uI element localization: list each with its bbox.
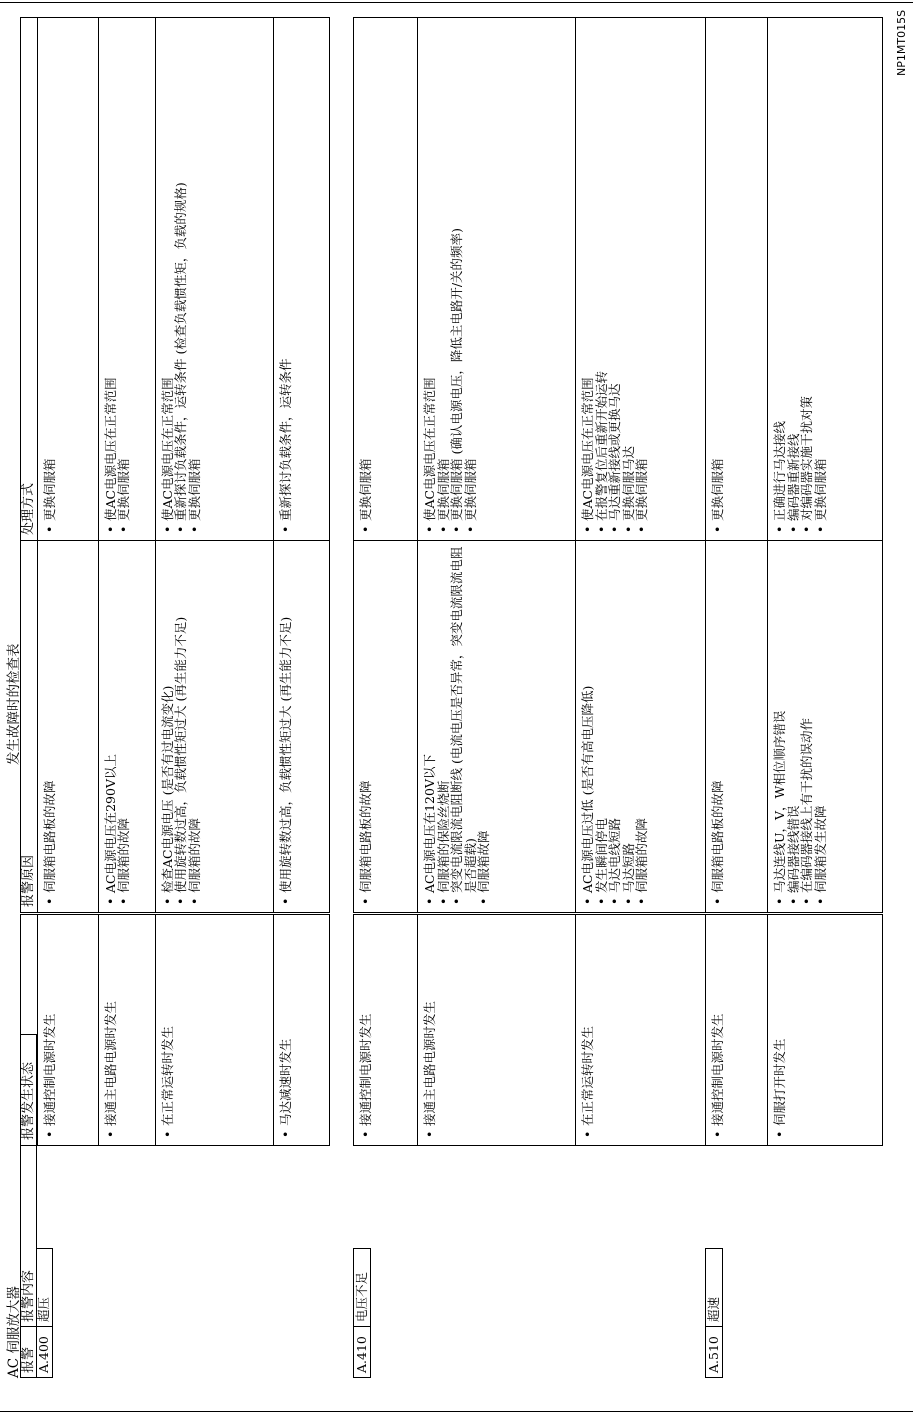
action-item: • 使AC电源电压在正常范围 [161, 23, 175, 535]
cause-item: • 检查AC电源电压 (是否有过电流变化) [161, 546, 175, 907]
table-header-row [21, 18, 38, 1146]
state-item: • 接通控制电源时发生 [359, 920, 373, 1140]
header-content: 报警内容 [21, 1269, 36, 1322]
cause-item: • 马达短路 [622, 546, 636, 907]
cause-item: • 伺服箱发生故障 [814, 546, 828, 907]
cause-item: • 马达连线U，V，W相位顺序错误 [773, 546, 787, 907]
cause-item: • 伺服箱电路板的故障 [711, 546, 725, 907]
state-item: • 马达减速时发生 [279, 920, 293, 1140]
action-item: • 更换伺服箱 [188, 23, 202, 535]
state-item: • 在正常运转时发生 [581, 920, 595, 1140]
header-alarm: 报警 [21, 1326, 36, 1377]
alarm-label-a410 [353, 1248, 371, 1378]
action-item: • 使AC电源电压在正常范围 [423, 23, 437, 535]
cause-item: • AC电源电压在290V以上 [104, 546, 118, 907]
header-cause: 报警原因 [21, 541, 38, 914]
action-item: • 编码器重新接线 [787, 23, 801, 535]
table-row [706, 18, 768, 1146]
cause-item: • 伺服箱的故障 [117, 546, 131, 907]
action-item: • 正确进行马达接线 [773, 23, 787, 535]
action-item: • 更换伺服箱 [635, 23, 649, 535]
action-item: • 更换伺服箱 [43, 23, 57, 535]
document-subtitle: 发生故障时的检查表 [6, 643, 22, 765]
action-item: • 使AC电源电压在正常范围 [104, 23, 118, 535]
table-row [576, 18, 706, 1146]
cause-item: • 伺服箱电路板的故障 [43, 546, 57, 907]
state-item: • 接通控制电源时发生 [711, 920, 725, 1140]
action-item: • 重新探讨负载条件，运转条件 [279, 23, 293, 535]
table-row [354, 18, 418, 1146]
action-item: • 更换伺服箱 [814, 23, 828, 535]
action-item: • 更换伺服箱 [359, 23, 373, 535]
cause-item: • 在编码器接线上有干扰的误动作 [800, 546, 814, 907]
alarm-label-a510 [705, 1248, 723, 1378]
alarm-code: A.510 [706, 1326, 722, 1377]
state-item: • 伺服打开时发生 [773, 920, 787, 1140]
state-item: • 接通主电路电源时发生 [423, 920, 437, 1140]
action-item: • 更换伺服箱 [464, 23, 478, 535]
state-item: • 在正常运转时发生 [161, 920, 175, 1140]
cause-item: • 伺服箱电路板的故障 [359, 546, 373, 907]
state-item: • 接通主电路电源时发生 [104, 920, 118, 1140]
table-row [98, 18, 155, 1146]
header-state: 报警发生状态 [21, 914, 38, 1146]
table-row [273, 18, 329, 1146]
alarm-code: A.400 [36, 1326, 52, 1377]
cause-item: • 使用旋转数过高，负载惯性矩过大 (再生能力不足) [174, 546, 188, 907]
state-item: • 接通控制电源时发生 [43, 920, 57, 1140]
cause-item: • 发生瞬间停电 [595, 546, 609, 907]
document-title: AC 伺服放大器 [6, 1286, 22, 1378]
alarm-name: 超压 [36, 1296, 51, 1322]
alarm-name: 超速 [706, 1296, 721, 1322]
action-item: • 更换伺服箱 (确认电源电压，降低主电路开/关的频率) [450, 23, 464, 535]
cause-item: • 马达电线短路 [608, 546, 622, 907]
cause-item: • AC电源电压过低 (是否有高电压降低) [581, 546, 595, 907]
table-row [155, 18, 273, 1146]
alarm-table-a400 [20, 17, 330, 1146]
alarm-table-a410 [353, 17, 706, 1146]
cause-item: • 伺服箱的保险丝烧断 [437, 546, 451, 907]
action-item: • 使AC电源电压在正常范围 [581, 23, 595, 535]
cause-item: • AC电源电压在120V以下 [423, 546, 437, 907]
header-action: 处理方式 [21, 18, 38, 541]
action-item: • 更换伺服箱 [711, 23, 725, 535]
table-row [418, 18, 576, 1146]
action-item: • 对编码器实施干扰对策 [800, 23, 814, 535]
action-item: • 重新探讨负载条件，运转条件 (检查负载惯性矩，负载的规格) [174, 23, 188, 535]
cause-item: • 伺服箱故障 [477, 546, 491, 907]
alarm-table-a510 [705, 17, 883, 1146]
alarm-name: 电压不足 [354, 1271, 369, 1322]
action-item: • 更换伺服箱 [117, 23, 131, 535]
table-row [768, 18, 883, 1146]
action-item: • 更换伺服马达 [622, 23, 636, 535]
cause-item: • 编码器接线错误 [787, 546, 801, 907]
action-item: • 更换伺服箱 [437, 23, 451, 535]
cause-item: • 突变电流限流电阻断线 (电流电压是否异常，突变电流限流电阻是否超载) [450, 546, 477, 907]
table-row [37, 18, 98, 1146]
action-item: • 马达重新接线或更换马达 [608, 23, 622, 535]
cause-item: • 伺服箱的故障 [188, 546, 202, 907]
alarm-code: A.410 [354, 1326, 370, 1377]
action-item: • 在报警复位后重新开始运转 [595, 23, 609, 535]
cause-item: • 伺服箱的故障 [635, 546, 649, 907]
alarm-label-a400 [36, 1248, 53, 1378]
document-stamp: NP1MT015S [895, 9, 908, 76]
cause-item: • 使用旋转数过高，负载惯性矩过大 (再生能力不足) [279, 546, 293, 907]
